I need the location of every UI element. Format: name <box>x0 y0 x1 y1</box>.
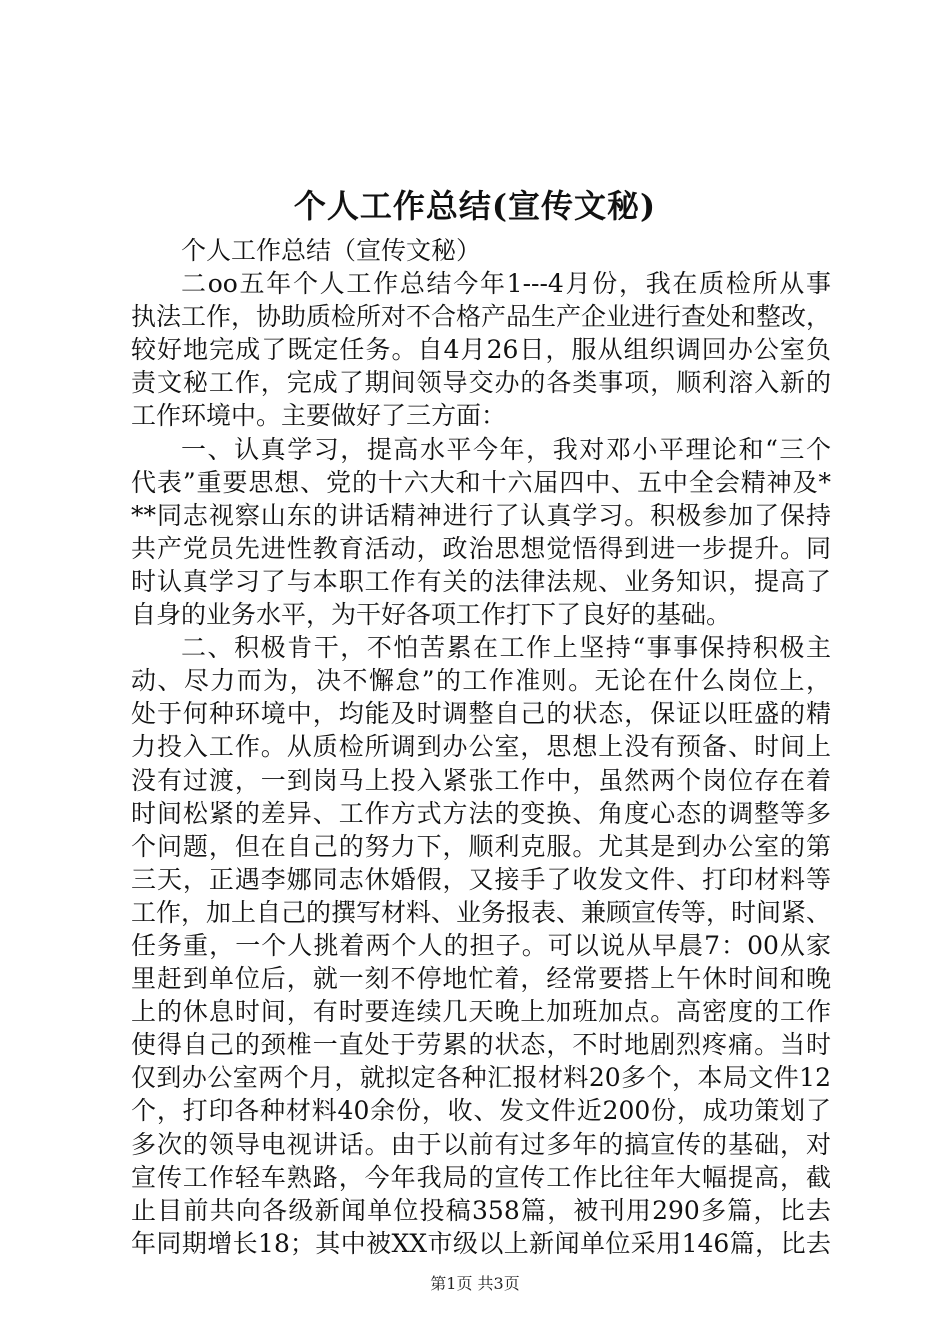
body-line: 年同期增长18；其中被XX市级以上新闻单位采用146篇，比去 <box>131 1228 831 1258</box>
document-title: 个人工作总结(宣传文秘) <box>293 187 657 225</box>
body-line: 三天，正遇李娜同志休婚假，又接手了收发文件、打印材料等 <box>131 864 831 894</box>
body-line: 执法工作，协助质检所对不合格产品生产企业进行查处和整改， <box>131 302 831 332</box>
body-line: 工作环境中。主要做好了三方面： <box>131 401 507 431</box>
body-line: 宣传工作轻车熟路，今年我局的宣传工作比往年大幅提高，截 <box>131 1162 831 1192</box>
body-line: 使得自己的颈椎一直处于劳累的状态，不时地剧烈疼痛。当时 <box>131 1030 831 1060</box>
body-line: 较好地完成了既定任务。自4月26日，服从组织调回办公室负 <box>131 335 831 365</box>
body-line: 一、认真学习，提高水平今年，我对邓小平理论和“三个 <box>181 434 831 464</box>
body-line: 多次的领导电视讲话。由于以前有过多年的搞宣传的基础，对 <box>131 1129 831 1159</box>
page-footer: 第1页 共3页 <box>430 1274 520 1293</box>
body-line: 止目前共向各级新闻单位投稿358篇，被刊用290多篇，比去 <box>131 1195 831 1225</box>
body-line: 共产党员先进性教育活动，政治思想觉悟得到进一步提升。同 <box>131 533 831 563</box>
body-line: 代表”重要思想、党的十六大和十六届四中、五中全会精神及* <box>131 467 831 497</box>
body-line: 里赶到单位后，就一刻不停地忙着，经常要搭上午休时间和晚 <box>131 964 831 994</box>
body-line: 任务重，一个人挑着两个人的担子。可以说从早晨7：00从家 <box>131 930 831 960</box>
document-body <box>131 234 831 1260</box>
body-line: 个，打印各种材料40余份，收、发文件近200份，成功策划了 <box>131 1096 831 1126</box>
body-line: 责文秘工作，完成了期间领导交办的各类事项，顺利溶入新的 <box>131 368 831 398</box>
body-line: **同志视察山东的讲话精神进行了认真学习。积极参加了保持 <box>131 500 831 530</box>
body-line: 时认真学习了与本职工作有关的法律法规、业务知识，提高了 <box>131 566 831 596</box>
body-line: 动、尽力而为，决不懈怠”的工作准则。无论在什么岗位上， <box>131 666 831 696</box>
body-line: 工作，加上自己的撰写材料、业务报表、兼顾宣传等，时间紧、 <box>131 897 831 927</box>
body-line: 二oo五年个人工作总结今年1---4月份，我在质检所从事 <box>181 269 831 299</box>
body-line: 个问题，但在自己的努力下，顺利克服。尤其是到办公室的第 <box>131 831 831 861</box>
body-line: 力投入工作。从质检所调到办公室，思想上没有预备、时间上 <box>131 732 831 762</box>
body-line: 仅到办公室两个月，就拟定各种汇报材料20多个，本局文件12 <box>131 1063 831 1093</box>
body-line: 时间松紧的差异、工作方式方法的变换、角度心态的调整等多 <box>131 798 831 828</box>
body-line: 自身的业务水平，为干好各项工作打下了良好的基础。 <box>131 600 732 630</box>
body-line: 个人工作总结（宣传文秘） <box>181 236 482 265</box>
body-line: 二、积极肯干，不怕苦累在工作上坚持“事事保持积极主 <box>181 633 831 663</box>
body-line: 处于何种环境中，均能及时调整自己的状态，保证以旺盛的精 <box>131 699 831 729</box>
body-line: 没有过渡，一到岗马上投入紧张工作中，虽然两个岗位存在着 <box>131 765 831 795</box>
body-line: 上的休息时间，有时要连续几天晚上加班加点。高密度的工作 <box>131 997 831 1027</box>
